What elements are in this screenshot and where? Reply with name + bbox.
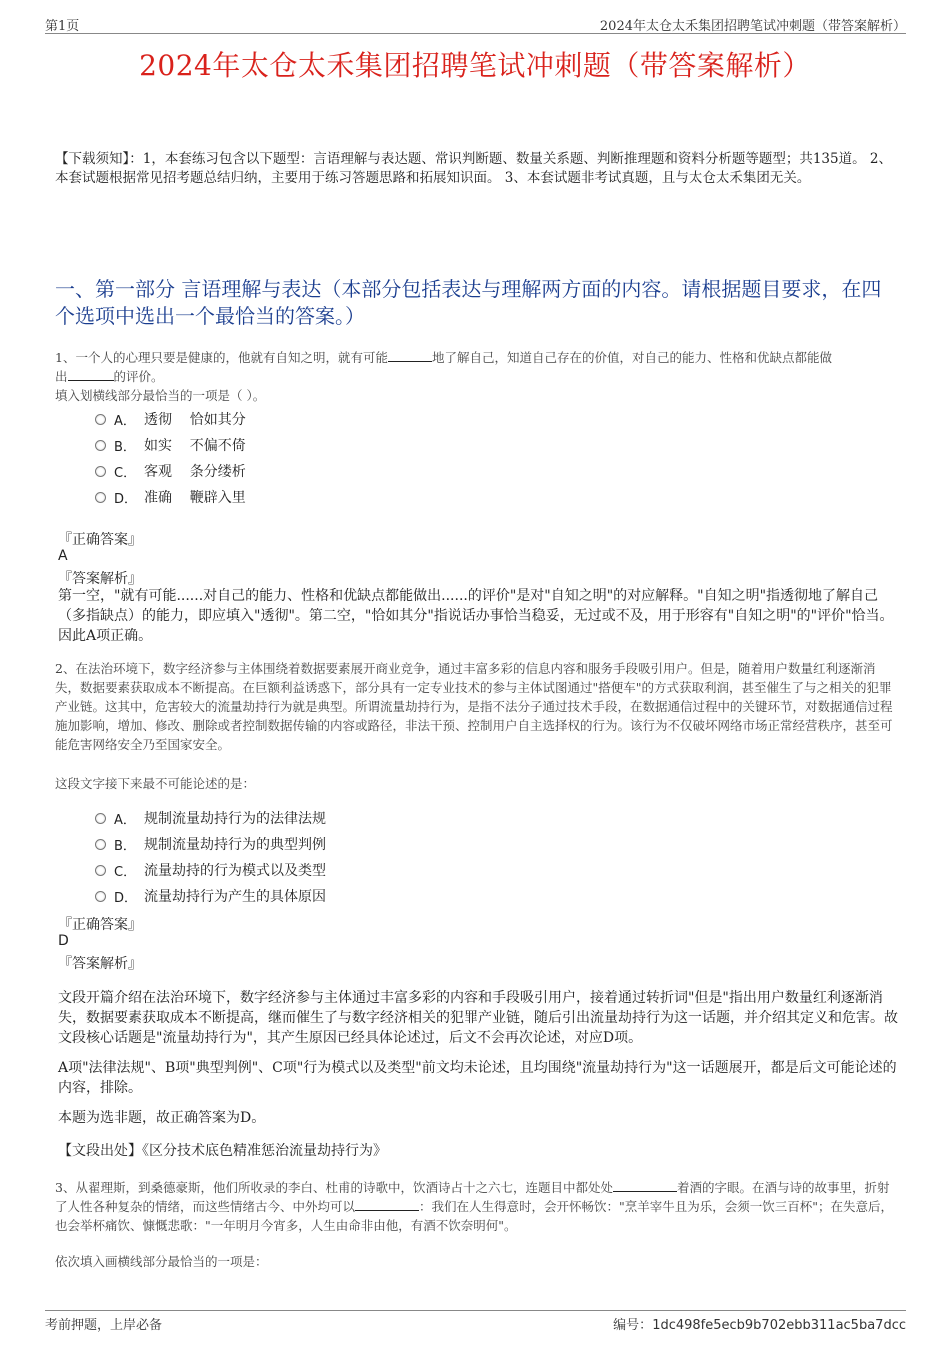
question-3-stem [55, 1178, 897, 1235]
correct-answer: D [58, 933, 69, 949]
option-text: 如实 不偏不倚 [144, 438, 246, 454]
question-2-stem: 2、在法治环境下，数字经济参与主体围绕着数据要素展开商业竞争，通过丰富多彩的信息内容和服务手段吸引用户。但是，随着用户数量红利逐渐消失，数据要素获取成本不断提高。在巨额利益诱惑下，部分具有一定专业技术的参与主体试图通过"搭便车"的方式获取利润，甚至催生了与之相关的犯罪产业链。这其中，危害较大的流量劫持行为就是典型。所谓流量劫持行为，是指不法分子通过技术手段，在数据通信过程中的关键环节，对数据通信过程施加影响，增加、修改、删除或者控制数据传输的内容或路径，非法干预、控制用户自主选择权的行为。该行为不仅破坏网络市场正常经营秩序，甚至可能危害网络安全乃至国家安全。 [55, 661, 893, 752]
option-text: 流量劫持行为产生的具体原因 [144, 889, 326, 905]
question-2-options [95, 805, 326, 909]
header-divider [45, 33, 906, 34]
option-a[interactable] [95, 406, 246, 432]
option-letter: B． [114, 838, 136, 854]
correct-answer: A [58, 548, 68, 564]
download-notice: 【下载须知】：1，本套练习包含以下题型：言语理解与表达题、常识判断题、数量关系题、判断推理题和资料分析题等题型；共135道。 2、本套试题根据常见招考题总结归纳，主要用于练习答题思路和拓展知识面。 3、本套试题非考试真题，且与太仓太禾集团无关。 [55, 151, 892, 186]
option-d[interactable] [95, 883, 326, 909]
fill-blank-2 [68, 367, 114, 381]
question-1-text-part: 的评价。 [113, 369, 164, 384]
question-2-prompt: 这段文字接下来最不可能论述的是： [55, 776, 256, 791]
footer-divider [45, 1310, 906, 1311]
option-b[interactable] [95, 831, 326, 857]
header-doc-title: 2024年太仓太禾集团招聘笔试冲刺题（带答案解析） [599, 19, 906, 34]
footer-slogan: 考前押题，上岸必备 [45, 1318, 163, 1333]
explanation-text: 第一空，"就有可能......对自己的能力、性格和优缺点都能做出......的评价"是对"自知之明"的对应解释。"自知之明"指透彻地了解自己（多指缺点）的能力，即应填入"透彻"。第二空，"恰如其分"指说话办事恰当稳妥，无过或不及，用于形容有"自知之明"的"评价"恰当。因此A项正确。 [58, 588, 894, 644]
correct-answer-label: 『正确答案』 [58, 532, 142, 548]
option-text: 透彻 恰如其分 [144, 412, 246, 428]
question-1-options [95, 406, 246, 510]
radio-icon[interactable] [95, 891, 106, 902]
radio-icon[interactable] [95, 865, 106, 876]
option-b[interactable] [95, 432, 246, 458]
page-title: 2024年太仓太禾集团招聘笔试冲刺题（带答案解析） [139, 49, 811, 82]
option-letter: D． [114, 890, 138, 906]
question-1-text-part: 1、一个人的心理只要是健康的，他就有自知之明，就有可能 [55, 350, 388, 365]
option-letter: C． [114, 864, 137, 880]
fill-blank-1 [388, 348, 432, 362]
question-1-text-part: 出 [55, 369, 68, 384]
option-d[interactable] [95, 484, 246, 510]
explanation-label: 『答案解析』 [58, 571, 142, 587]
question-3-text-part: 着酒的字眼。在酒与诗的故事里，折射了人性各种复杂的情绪，而这些情绪古今、中外均可以 [55, 1180, 890, 1214]
question-1-prompt: 填入划横线部分最恰当的一项是（ ）。 [55, 388, 266, 403]
radio-icon[interactable] [95, 414, 106, 425]
option-text: 规制流量劫持行为的法律法规 [144, 811, 326, 827]
fill-blank-2 [355, 1197, 419, 1211]
footer-code [613, 1314, 906, 1333]
section-heading: 一、第一部分 言语理解与表达（本部分包括表达与理解两方面的内容。请根据题目要求，在四个选项中选出一个最恰当的答案。） [55, 277, 882, 328]
option-letter: B． [114, 439, 136, 455]
option-letter: C． [114, 465, 137, 481]
explanation-paragraph-2: A项"法律法规"、B项"典型判例"、C项"行为模式以及类型"前文均未论述，且均围绕"流量劫持行为"这一话题展开，都是后文可能论述的内容，排除。 [58, 1060, 897, 1096]
option-letter: A． [114, 812, 136, 828]
option-letter: D． [114, 491, 138, 507]
question-1-stem [55, 348, 897, 405]
question-1-text-part: 地了解自己，知道自己存在的价值，对自己的能力、性格和优缺点都能做 [431, 350, 832, 365]
header-page-number: 第1页 [45, 19, 80, 34]
option-letter: A． [114, 413, 136, 429]
option-text: 准确 鞭辟入里 [144, 490, 246, 506]
option-text: 规制流量劫持行为的典型判例 [144, 837, 326, 853]
text-source: 【文段出处】《区分技术底色精准惩治流量劫持行为》 [58, 1143, 387, 1159]
radio-icon[interactable] [95, 839, 106, 850]
question-3-text-part: ：我们在人生得意时，会开怀畅饮："烹羊宰牛且为乐，会须一饮三百杯"；在失意后，也会举杯痛饮、慷慨悲歌："一年明月今宵多，人生由命非由他，有酒不饮奈明何"。 [55, 1199, 894, 1233]
option-text: 流量劫持的行为模式以及类型 [144, 863, 326, 879]
fill-blank-1 [613, 1178, 677, 1192]
radio-icon[interactable] [95, 440, 106, 451]
question-3-prompt: 依次填入画横线部分最恰当的一项是： [55, 1254, 268, 1269]
option-a[interactable] [95, 805, 326, 831]
radio-icon[interactable] [95, 813, 106, 824]
explanation-label: 『答案解析』 [58, 956, 142, 972]
footer-code-value: 1dc498fe5ecb9b702ebb311ac5ba7dcc [652, 1318, 906, 1333]
question-3-text-part: 3、从翟理斯，到桑德豪斯，他们所收录的李白、杜甫的诗歌中，饮酒诗占十之六七，连题目中都处处 [55, 1180, 613, 1195]
radio-icon[interactable] [95, 492, 106, 503]
explanation-paragraph-3: 本题为选非题，故正确答案为D。 [58, 1110, 266, 1126]
correct-answer-label: 『正确答案』 [58, 917, 142, 933]
option-c[interactable] [95, 458, 246, 484]
option-text: 客观 条分缕析 [144, 464, 246, 480]
explanation-paragraph-1: 文段开篇介绍在法治环境下，数字经济参与主体通过丰富多彩的内容和手段吸引用户，接着通过转折词"但是"指出用户数量红利逐渐消失，数据要素获取成本不断提高，继而催生了与数字经济相关的犯罪产业链，随后引出流量劫持行为这一话题，并介绍其定义和危害。故文段核心话题是"流量劫持行为"，其产生原因已经具体论述过，后文不会再次论述，对应D项。 [58, 990, 898, 1046]
footer-code-label: 编号： [613, 1318, 653, 1333]
radio-icon[interactable] [95, 466, 106, 477]
option-c[interactable] [95, 857, 326, 883]
